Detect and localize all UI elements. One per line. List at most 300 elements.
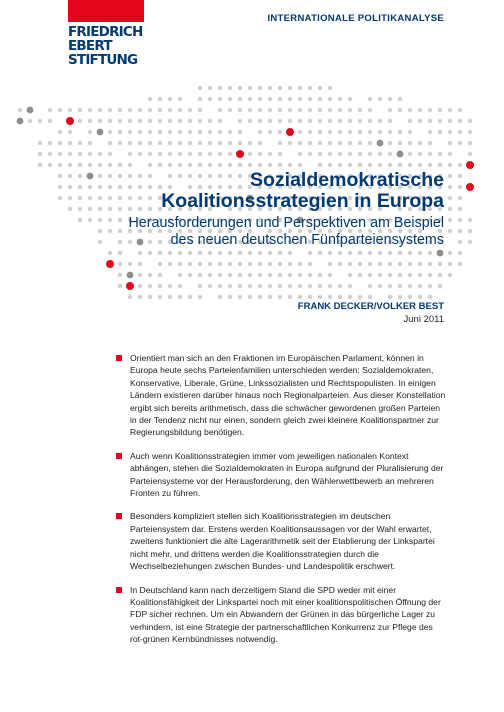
map-dot [468, 218, 472, 222]
map-dot [158, 251, 162, 255]
summary-bullet [130, 352, 446, 439]
map-dot [368, 262, 372, 266]
map-dot [308, 273, 312, 277]
map-dot [138, 207, 142, 211]
map-dot [398, 97, 402, 101]
map-dot [148, 119, 152, 123]
map-dot [98, 240, 102, 244]
map-dot [158, 97, 162, 101]
map-dot [238, 163, 242, 167]
map-dot [258, 251, 262, 255]
map-dot [288, 295, 292, 299]
map-dot [228, 251, 232, 255]
map-dot [318, 251, 322, 255]
map-dot [418, 295, 422, 299]
map-dot [458, 207, 462, 211]
map-dot [328, 86, 332, 90]
map-dot [448, 108, 452, 112]
map-dot [178, 119, 182, 123]
map-dot [148, 185, 152, 189]
map-dot [388, 130, 392, 134]
map-dot [106, 260, 114, 268]
map-dot [168, 163, 172, 167]
map-dot [278, 295, 282, 299]
map-dot [368, 284, 372, 288]
map-dot [78, 163, 82, 167]
map-dot [88, 130, 92, 134]
bullet-marker [116, 355, 122, 361]
title-line-2: Koalitionsstrategien in Europa [161, 190, 444, 212]
map-dot [458, 262, 462, 266]
map-dot [288, 119, 292, 123]
map-dot [408, 108, 412, 112]
map-dot [398, 251, 402, 255]
map-dot [188, 152, 192, 156]
map-dot [38, 152, 42, 156]
map-dot [78, 141, 82, 145]
map-dot [458, 141, 462, 145]
map-dot [198, 273, 202, 277]
map-dot [298, 295, 302, 299]
logo-line-2: EBERT [68, 38, 112, 54]
map-dot [448, 119, 452, 123]
series-label: INTERNATIONALE POLITIKANALYSE [267, 13, 444, 24]
map-dot [428, 273, 432, 277]
map-dot [248, 284, 252, 288]
map-dot [168, 130, 172, 134]
map-dot [348, 262, 352, 266]
map-dot [278, 119, 282, 123]
map-dot [78, 108, 82, 112]
map-dot [188, 108, 192, 112]
map-dot [58, 141, 62, 145]
map-dot [178, 130, 182, 134]
map-dot [468, 119, 472, 123]
map-dot [308, 284, 312, 288]
map-dot [108, 152, 112, 156]
map-dot [138, 273, 142, 277]
map-dot [448, 273, 452, 277]
map-dot [188, 130, 192, 134]
map-dot [258, 86, 262, 90]
map-dot [278, 108, 282, 112]
map-dot [98, 119, 102, 123]
map-dot [358, 251, 362, 255]
map-dot [118, 229, 122, 233]
summary-bullet-list [130, 352, 446, 657]
map-dot [198, 251, 202, 255]
map-dot [408, 152, 412, 156]
map-dot [98, 108, 102, 112]
map-dot [118, 196, 122, 200]
map-dot [68, 185, 72, 189]
map-dot [368, 152, 372, 156]
map-dot [108, 130, 112, 134]
map-dot [158, 262, 162, 266]
map-dot [148, 174, 152, 178]
map-dot [48, 108, 52, 112]
map-dot [438, 284, 442, 288]
map-dot [108, 218, 112, 222]
map-dot [318, 97, 322, 101]
map-dot [318, 273, 322, 277]
map-dot [208, 97, 212, 101]
map-dot [448, 152, 452, 156]
map-dot [288, 284, 292, 288]
map-dot [88, 185, 92, 189]
map-dot [128, 163, 132, 167]
map-dot [218, 295, 222, 299]
map-dot [258, 97, 262, 101]
map-dot [158, 163, 162, 167]
map-dot [118, 207, 122, 211]
map-dot [358, 108, 362, 112]
map-dot [18, 108, 22, 112]
map-dot [248, 152, 252, 156]
map-dot [98, 207, 102, 211]
logo-line-1: FRIEDRICH [68, 24, 143, 40]
map-dot [248, 108, 252, 112]
map-dot [328, 97, 332, 101]
map-dot [148, 108, 152, 112]
map-dot [248, 97, 252, 101]
map-dot [258, 295, 262, 299]
map-dot [448, 185, 452, 189]
map-dot [328, 108, 332, 112]
map-dot [88, 218, 92, 222]
map-dot [348, 273, 352, 277]
map-dot [118, 130, 122, 134]
map-dot [298, 141, 302, 145]
map-dot [268, 130, 272, 134]
map-dot [168, 141, 172, 145]
map-dot [88, 196, 92, 200]
title-line-1: Sozialdemokratische [250, 169, 444, 191]
map-dot [198, 97, 202, 101]
map-dot [338, 97, 342, 101]
map-dot [398, 273, 402, 277]
map-dot [418, 262, 422, 266]
map-dot [198, 108, 202, 112]
map-dot [398, 108, 402, 112]
map-dot [258, 284, 262, 288]
map-dot [348, 130, 352, 134]
map-dot [308, 251, 312, 255]
map-dot [298, 86, 302, 90]
map-dot [98, 196, 102, 200]
map-dot [158, 141, 162, 145]
map-dot [178, 262, 182, 266]
bullet-marker [116, 513, 122, 519]
map-dot [308, 152, 312, 156]
map-dot [418, 141, 422, 145]
map-dot [438, 108, 442, 112]
map-dot [338, 108, 342, 112]
map-dot [448, 130, 452, 134]
map-dot [198, 152, 202, 156]
map-dot [138, 251, 142, 255]
map-dot [278, 152, 282, 156]
map-dot [258, 108, 262, 112]
map-dot [338, 295, 342, 299]
map-dot [148, 251, 152, 255]
map-dot [98, 229, 102, 233]
fes-logo [68, 0, 144, 67]
map-dot [138, 108, 142, 112]
map-dot [338, 284, 342, 288]
map-dot [378, 97, 382, 101]
map-dot [138, 141, 142, 145]
map-dot [158, 284, 162, 288]
map-dot [118, 108, 122, 112]
map-dot [288, 97, 292, 101]
map-dot [108, 119, 112, 123]
map-dot [298, 273, 302, 277]
map-dot [448, 196, 452, 200]
map-dot [88, 163, 92, 167]
map-dot [438, 163, 442, 167]
map-dot [458, 229, 462, 233]
map-dot [388, 141, 392, 145]
map-dot [118, 163, 122, 167]
map-dot [328, 295, 332, 299]
map-dot [448, 251, 452, 255]
map-dot [258, 262, 262, 266]
map-dot [198, 284, 202, 288]
map-dot [158, 295, 162, 299]
map-dot [208, 86, 212, 90]
map-dot [148, 97, 152, 101]
map-dot [198, 163, 202, 167]
map-dot [258, 141, 262, 145]
map-dot [128, 174, 132, 178]
map-dot [358, 141, 362, 145]
map-dot [97, 129, 104, 136]
map-dot [58, 108, 62, 112]
map-dot [428, 130, 432, 134]
map-dot [348, 152, 352, 156]
map-dot [418, 152, 422, 156]
map-dot [238, 130, 242, 134]
map-dot [368, 273, 372, 277]
map-dot [38, 163, 42, 167]
map-dot [238, 119, 242, 123]
map-dot [368, 119, 372, 123]
map-dot [448, 207, 452, 211]
map-dot [128, 207, 132, 211]
map-dot [388, 295, 392, 299]
map-dot [377, 140, 384, 147]
map-dot [428, 163, 432, 167]
map-dot [298, 152, 302, 156]
page-title [161, 170, 444, 212]
map-dot [127, 272, 134, 279]
map-dot [338, 130, 342, 134]
map-dot [118, 141, 122, 145]
map-dot [188, 295, 192, 299]
map-dot [358, 119, 362, 123]
map-dot [238, 108, 242, 112]
map-dot [308, 130, 312, 134]
map-dot [288, 141, 292, 145]
map-dot [318, 130, 322, 134]
map-dot [208, 141, 212, 145]
map-dot [87, 173, 94, 180]
map-dot [268, 152, 272, 156]
map-dot [298, 284, 302, 288]
map-dot [458, 108, 462, 112]
map-dot [437, 250, 444, 257]
map-dot [68, 108, 72, 112]
map-dot [348, 97, 352, 101]
map-dot [318, 141, 322, 145]
map-dot [178, 141, 182, 145]
map-dot [348, 119, 352, 123]
map-dot [118, 218, 122, 222]
map-dot [268, 251, 272, 255]
map-dot [338, 141, 342, 145]
map-dot [268, 119, 272, 123]
map-dot [208, 152, 212, 156]
map-dot [408, 273, 412, 277]
map-dot [288, 163, 292, 167]
map-dot [328, 262, 332, 266]
map-dot [368, 163, 372, 167]
map-dot [458, 163, 462, 167]
map-dot [218, 251, 222, 255]
map-dot [418, 284, 422, 288]
map-dot [148, 273, 152, 277]
map-dot [78, 218, 82, 222]
map-dot [238, 295, 242, 299]
map-dot [208, 262, 212, 266]
map-dot [126, 282, 134, 290]
map-dot [388, 262, 392, 266]
map-dot [168, 262, 172, 266]
map-dot [248, 119, 252, 123]
map-dot [178, 97, 182, 101]
map-dot [168, 251, 172, 255]
map-dot [468, 229, 472, 233]
summary-bullet [130, 450, 446, 500]
map-dot [448, 163, 452, 167]
map-dot [418, 251, 422, 255]
map-dot [78, 196, 82, 200]
map-dot [138, 174, 142, 178]
map-dot [178, 251, 182, 255]
map-dot [78, 174, 82, 178]
map-dot [278, 262, 282, 266]
map-dot [278, 251, 282, 255]
map-dot [338, 163, 342, 167]
map-dot [218, 273, 222, 277]
map-dot [318, 284, 322, 288]
map-dot [168, 295, 172, 299]
map-dot [348, 295, 352, 299]
map-dot [138, 295, 142, 299]
map-dot [228, 141, 232, 145]
map-dot [438, 273, 442, 277]
map-dot [468, 152, 472, 156]
map-dot [308, 97, 312, 101]
bullet-text: Besonders kompliziert stellen sich Koalitionsstrategien im deutschen Parteiensystem dar. Erstens werden Koalitionsaussagen vor der Wahl erwartet, zweitens funktioniert die alte Lagerarithmetik seit der Etablierung der Linkspartei nicht mehr, und drittens werden die Koalitionsstrategien durch die Wechselbeziehungen zwischen Bundes- und Landespolitik erschwert. [130, 511, 435, 572]
map-dot [48, 141, 52, 145]
map-dot [458, 174, 462, 178]
map-dot [88, 152, 92, 156]
map-dot [378, 273, 382, 277]
map-dot [138, 262, 142, 266]
map-dot [108, 207, 112, 211]
map-dot [248, 86, 252, 90]
map-dot [368, 141, 372, 145]
map-dot [368, 97, 372, 101]
map-dot [388, 273, 392, 277]
map-dot [398, 130, 402, 134]
map-dot [148, 295, 152, 299]
map-dot [368, 130, 372, 134]
map-dot [398, 284, 402, 288]
map-dot [348, 108, 352, 112]
map-dot [68, 207, 72, 211]
map-dot [198, 141, 202, 145]
map-dot [348, 163, 352, 167]
map-dot [68, 130, 72, 134]
map-dot [208, 130, 212, 134]
map-dot [318, 119, 322, 123]
map-dot [428, 141, 432, 145]
subtitle-line-2: des neuen deutschen Fünfparteiensystems [170, 232, 444, 248]
map-dot [198, 295, 202, 299]
map-dot [378, 119, 382, 123]
map-dot [238, 273, 242, 277]
bullet-marker [116, 453, 122, 459]
map-dot [298, 262, 302, 266]
map-dot [428, 152, 432, 156]
map-dot [286, 128, 294, 136]
map-dot [218, 262, 222, 266]
map-dot [88, 141, 92, 145]
map-dot [228, 284, 232, 288]
map-dot [128, 130, 132, 134]
map-dot [188, 273, 192, 277]
map-dot [408, 284, 412, 288]
map-dot [78, 152, 82, 156]
map-dot [228, 86, 232, 90]
map-dot [78, 119, 82, 123]
map-dot [58, 185, 62, 189]
map-dot [408, 119, 412, 123]
map-dot [298, 163, 302, 167]
map-dot [178, 295, 182, 299]
map-dot [168, 119, 172, 123]
map-dot [128, 141, 132, 145]
map-dot [428, 119, 432, 123]
map-dot [178, 108, 182, 112]
map-dot [268, 163, 272, 167]
map-dot [188, 141, 192, 145]
map-dot [108, 174, 112, 178]
map-dot [378, 284, 382, 288]
map-dot [408, 251, 412, 255]
map-dot [138, 119, 142, 123]
map-dot [188, 251, 192, 255]
summary-bullet [130, 510, 446, 572]
map-dot [238, 141, 242, 145]
map-dot [398, 141, 402, 145]
map-dot [128, 196, 132, 200]
map-dot [348, 141, 352, 145]
map-dot [458, 240, 462, 244]
